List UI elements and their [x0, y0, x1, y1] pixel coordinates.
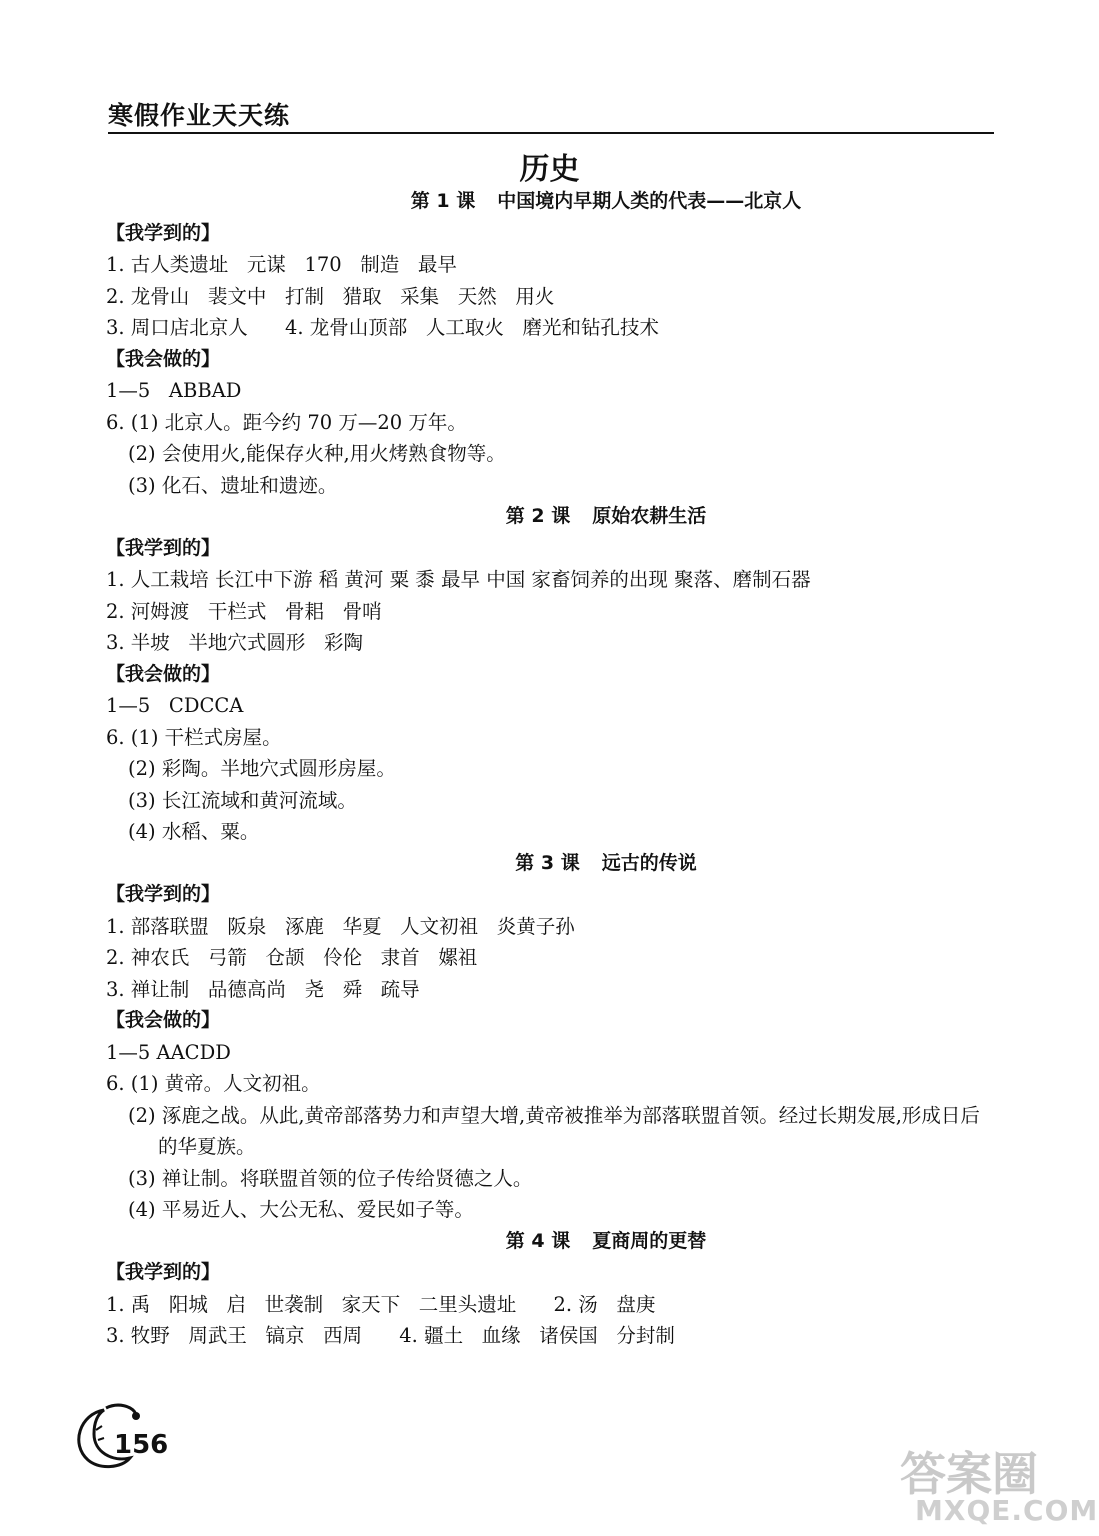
- lesson-4-learned-heading: 【我学到的】: [106, 1261, 221, 1283]
- lesson-3-cando-line: 1—5 AACDD: [106, 1040, 231, 1064]
- header-rule: [108, 132, 994, 134]
- watermark-logo: 答案圈: [900, 1447, 1038, 1501]
- lesson-2-cando-heading: 【我会做的】: [106, 662, 221, 685]
- lesson-1-learned-heading: 【我学到的】: [106, 221, 221, 244]
- page-number: 156: [114, 1430, 169, 1460]
- watermark-url: MXQE.COM: [915, 1494, 1099, 1527]
- lesson-3-learned-line: 3. 禅让制 品德高尚 尧 舜 疏导: [106, 977, 420, 1001]
- lesson-3-cando-line: (2) 涿鹿之战。从此,黄帝部落势力和声望大增,黄帝被推举为部落联盟首领。经过长期发展,形成日后的华夏族。: [128, 1103, 980, 1158]
- lesson-2-learned-line: 1. 人工栽培 长江中下游 稻 黄河 粟 黍 最早 中国 家畜饲养的出现 聚落、磨制石器: [106, 568, 811, 591]
- lesson-1-learned-line: 1. 古人类遗址 元谋 170 制造 最早: [106, 253, 457, 276]
- lesson-4-learned-line: 1. 禹 阳城 启 世袭制 家天下 二里头遗址 2. 汤 盘庚: [106, 1292, 656, 1316]
- lesson-1-cando-line: 6. (1) 北京人。距今约 70 万—20 万年。: [106, 410, 467, 434]
- lesson-3-cando-line: 6. (1) 黄帝。人文初祖。: [106, 1072, 321, 1095]
- lesson-2-cando-line: (4) 水稻、粟。: [128, 820, 260, 843]
- lesson-1-cando-line: 1—5 ABBAD: [106, 379, 242, 402]
- page-content: [106, 186, 996, 1352]
- subject-title: 历史: [519, 152, 580, 187]
- lesson-1-learned-line: 2. 龙骨山 裴文中 打制 猎取 采集 天然 用火: [106, 284, 555, 308]
- lesson-4-learned-line: 3. 牧野 周武王 镐京 西周 4. 疆土 血缘 诸侯国 分封制: [106, 1324, 675, 1347]
- lesson-2-cando-line: 1—5 CDCCA: [106, 694, 244, 717]
- lesson-4-title: 第 4 课 夏商周的更替: [505, 1229, 707, 1252]
- lesson-2-learned-line: 3. 半坡 半地穴式圆形 彩陶: [106, 631, 363, 654]
- lesson-1-cando-line: (2) 会使用火,能保存火种,用火烤熟食物等。: [128, 442, 506, 465]
- book-title: 寒假作业天天练: [108, 101, 291, 130]
- lesson-3-cando-line: (3) 禅让制。将联盟首领的位子传给贤德之人。: [128, 1166, 533, 1190]
- lesson-1-cando-heading: 【我会做的】: [106, 347, 221, 370]
- lesson-3-learned-line: 2. 神农氏 弓箭 仓颉 伶伦 隶首 嫘祖: [106, 946, 478, 969]
- lesson-3-cando-line: (4) 平易近人、大公无私、爱民如子等。: [128, 1198, 474, 1221]
- lesson-1-learned-line: 3. 周口店北京人 4. 龙骨山顶部 人工取火 磨光和钻孔技术: [106, 316, 659, 339]
- lesson-3-title: 第 3 课 远古的传说: [515, 851, 697, 874]
- lesson-2-cando-line: (2) 彩陶。半地穴式圆形房屋。: [128, 757, 396, 780]
- lesson-3-learned-heading: 【我学到的】: [106, 883, 221, 905]
- lesson-1-title: 第 1 课 中国境内早期人类的代表——北京人: [410, 190, 802, 212]
- lesson-2-learned-line: 2. 河姆渡 干栏式 骨耜 骨哨: [106, 599, 382, 623]
- lesson-2-cando-line: 6. (1) 干栏式房屋。: [106, 725, 282, 749]
- lesson-2-cando-line: (3) 长江流域和黄河流域。: [128, 788, 357, 812]
- lesson-1-cando-line: (3) 化石、遗址和遗迹。: [128, 473, 338, 497]
- lesson-3-learned-line: 1. 部落联盟 阪泉 涿鹿 华夏 人文初祖 炎黄子孙: [106, 914, 575, 938]
- lesson-3-cando-heading: 【我会做的】: [106, 1009, 221, 1031]
- lesson-2-learned-heading: 【我学到的】: [106, 536, 221, 559]
- lesson-2-title: 第 2 课 原始农耕生活: [505, 505, 707, 527]
